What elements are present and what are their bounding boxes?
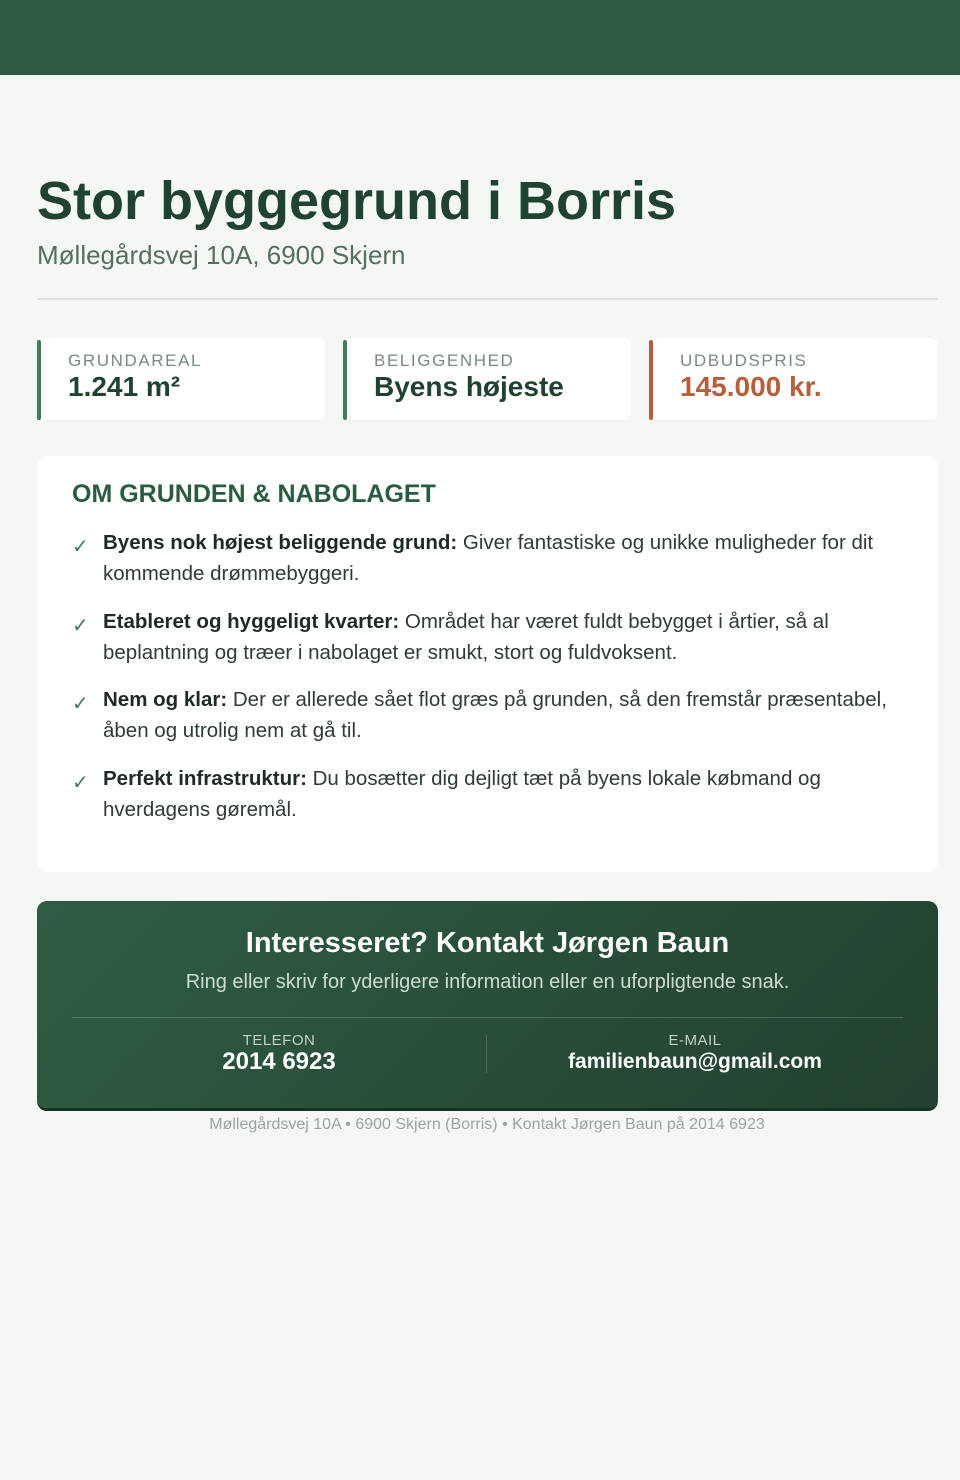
stat-card-area [37,338,325,420]
stat-value: 145.000 kr. [680,371,822,402]
check-icon: ✓ [72,770,89,794]
email-address[interactable]: familienbaun@gmail.com [568,1050,822,1073]
stat-accent-bar [649,340,653,420]
footer-text: Møllegårdsvej 10A • 6900 Skjern (Borris) • Kontakt Jørgen Baun på 2014 6923 [209,1116,765,1133]
feature-text [103,527,903,589]
about-heading: OM GRUNDEN & NABOLAGET [72,480,436,508]
stat-label: UDBUDSPRIS [680,351,808,370]
contact-subheading: Ring eller skriv for yderligere information eller en uforpligtende snak. [185,971,790,993]
contact-heading: Interesseret? Kontakt Jørgen Baun [245,927,730,959]
stat-label: GRUNDAREAL [68,351,203,370]
divider [37,298,938,300]
page-title: Stor byggegrund i Borris [37,171,677,231]
phone-number[interactable]: 2014 6923 [222,1048,336,1075]
feature-text [103,684,903,746]
email-label: E-MAIL [668,1032,722,1049]
feature-text [103,606,903,668]
stat-value: Byens højeste [374,371,564,402]
check-icon: ✓ [72,613,89,637]
feature-description: Giver fantastiske og unikke muligheder for dit kommende drømmebyggeri. [103,531,874,585]
feature-title: Perfekt infrastruktur: [103,767,307,790]
feature-text [103,763,903,825]
stat-value: 1.241 m² [68,371,181,402]
feature-description: Der er allerede sået flot græs på grunden, så den fremstår præsentabel, åben og utrolig nem at gå til. [103,688,887,742]
stat-accent-bar [343,340,347,420]
feature-title: Nem og klar: [103,688,228,711]
stat-accent-bar [37,340,41,420]
contact-phone[interactable] [69,1032,489,1075]
contact-divider [72,1017,903,1018]
stat-label: BELIGGENHED [374,351,515,370]
feature-title: Etableret og hyggeligt kvarter: [103,610,400,633]
feature-title: Byens nok højest beliggende grund: [103,531,458,554]
top-banner [0,0,960,75]
feature-description: Du bosætter dig dejligt tæt på byens lokale købmand og hverdagens gøremål. [103,767,821,821]
stat-card-location [343,338,631,420]
check-icon: ✓ [72,534,89,558]
contact-email[interactable] [485,1032,905,1075]
feature-description: Området har været fuldt bebygget i årtier, så al beplantning og træer i nabolaget er smukt, stort og fuldvoksent. [103,610,829,664]
property-address: Møllegårdsvej 10A, 6900 Skjern [37,240,406,270]
about-section [37,456,938,872]
phone-label: TELEFON [242,1032,316,1049]
check-icon: ✓ [72,691,89,715]
stat-card-price [649,338,937,420]
contact-box [37,901,938,1108]
